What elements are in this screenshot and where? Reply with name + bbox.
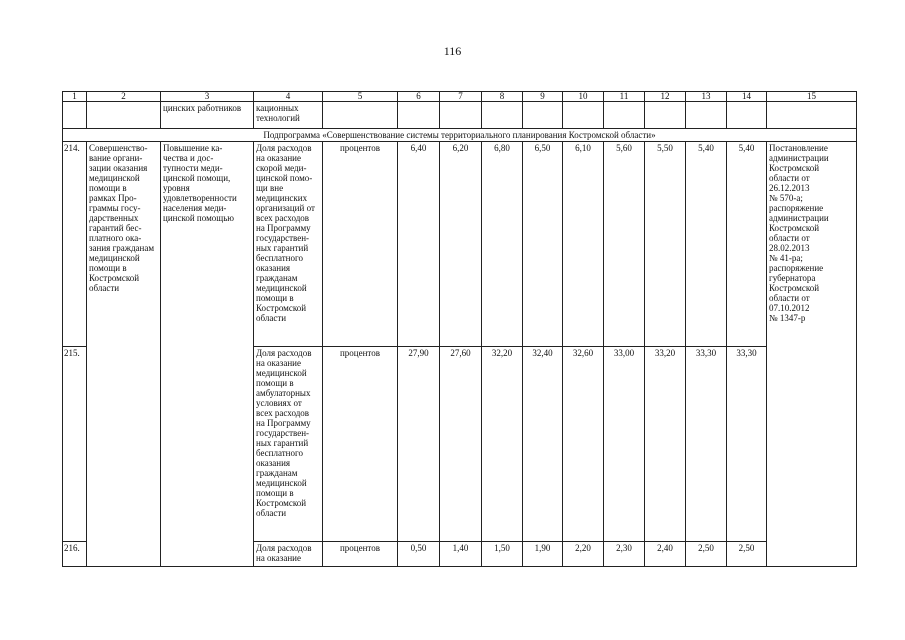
column-number-cell: 15 — [767, 92, 857, 102]
table-cell — [645, 102, 686, 129]
table-cell — [767, 102, 857, 129]
column-number-cell: 10 — [563, 92, 604, 102]
indicator-cell: Доля расходов на оказание скорой меди- цинской помо- щи вне медицинских организаций от всех расходов на Программу государствен- ных гарантий бесплатного оказания гражданам медицинской помощи в Костромской области — [254, 142, 323, 347]
value-cell: 6,50 — [523, 142, 563, 347]
table-cell — [563, 102, 604, 129]
row-number: 214. — [63, 142, 87, 347]
table-cell — [323, 102, 398, 129]
value-cell: 32,60 — [563, 347, 604, 542]
value-cell: 5,50 — [645, 142, 686, 347]
table-cell — [523, 102, 563, 129]
table-cell — [440, 102, 482, 129]
value-cell: 27,60 — [440, 347, 482, 542]
indicators-table — [62, 91, 857, 567]
column-number-cell: 1 — [63, 92, 87, 102]
column-number-cell: 11 — [604, 92, 645, 102]
page-number: 116 — [443, 44, 462, 58]
column-number-cell: 3 — [161, 92, 254, 102]
column-number-row — [63, 92, 857, 102]
value-cell: 33,30 — [686, 347, 727, 542]
value-cell: 6,40 — [398, 142, 440, 347]
goal-cell: Повышение ка- чества и дос- тупности меди- цинской помощи, уровня удовлетворенности населения меди- цинской помощью — [161, 142, 254, 567]
value-cell: 6,20 — [440, 142, 482, 347]
value-cell: 0,50 — [398, 542, 440, 567]
unit-cell: процентов — [323, 542, 398, 567]
value-cell: 2,50 — [686, 542, 727, 567]
value-cell: 5,40 — [686, 142, 727, 347]
value-cell: 5,60 — [604, 142, 645, 347]
value-cell: 2,50 — [727, 542, 767, 567]
value-cell: 2,20 — [563, 542, 604, 567]
goal-cell: цинских работников — [161, 102, 254, 129]
unit-cell: процентов — [323, 347, 398, 542]
continuation-row — [63, 102, 857, 129]
table-cell — [87, 102, 161, 129]
value-cell: 6,10 — [563, 142, 604, 347]
value-cell: 1,50 — [482, 542, 523, 567]
table-cell — [482, 102, 523, 129]
column-number-cell: 8 — [482, 92, 523, 102]
value-cell: 2,40 — [645, 542, 686, 567]
value-cell: 32,20 — [482, 347, 523, 542]
table-cell — [604, 102, 645, 129]
value-cell: 5,40 — [727, 142, 767, 347]
table-cell — [727, 102, 767, 129]
column-number-cell: 12 — [645, 92, 686, 102]
row-number: 215. — [63, 347, 87, 542]
column-number-cell: 7 — [440, 92, 482, 102]
table-cell — [398, 102, 440, 129]
indicator-cell: Доля расходов на оказание — [254, 542, 323, 567]
value-cell: 6,80 — [482, 142, 523, 347]
row-number: 216. — [63, 542, 87, 567]
value-cell: 33,20 — [645, 347, 686, 542]
value-cell: 1,40 — [440, 542, 482, 567]
table-cell — [686, 102, 727, 129]
unit-cell: процентов — [323, 142, 398, 347]
indicator-cell: кационных технологий — [254, 102, 323, 129]
column-number-cell: 4 — [254, 92, 323, 102]
value-cell: 27,90 — [398, 347, 440, 542]
value-cell: 1,90 — [523, 542, 563, 567]
column-number-cell: 14 — [727, 92, 767, 102]
value-cell: 33,30 — [727, 347, 767, 542]
value-cell: 2,30 — [604, 542, 645, 567]
column-number-cell: 9 — [523, 92, 563, 102]
table-row — [63, 142, 857, 347]
value-cell: 33,00 — [604, 347, 645, 542]
indicator-cell: Доля расходов на оказание медицинской помощи в амбулаторных условиях от всех расходов на Программу государствен- ных гарантий бесплатного оказания гражданам медицинской помощи в Костромской области — [254, 347, 323, 542]
task-cell: Совершенство- вание органи- зации оказания медицинской помощи в рамках Про- граммы госу- дарственных гарантий бес- платного ока- зания гражданам медицинской помощи в Костромской области — [87, 142, 161, 567]
column-number-cell: 13 — [686, 92, 727, 102]
legal-documents-cell: Постановление администрации Костромской области от 26.12.2013 № 570-а; распоряжение администрации Костромской области от 28.02.2013 № 41-ра; распоряжение губернатора Костромской области от 07.10.2012 № 1347-р — [767, 142, 857, 567]
subprogram-row — [63, 129, 857, 142]
column-number-cell: 2 — [87, 92, 161, 102]
column-number-cell: 5 — [323, 92, 398, 102]
value-cell: 32,40 — [523, 347, 563, 542]
table-cell — [63, 102, 87, 129]
column-number-cell: 6 — [398, 92, 440, 102]
subprogram-title: Подпрограмма «Совершенствование системы территориального планирования Костромской области» — [63, 129, 857, 142]
